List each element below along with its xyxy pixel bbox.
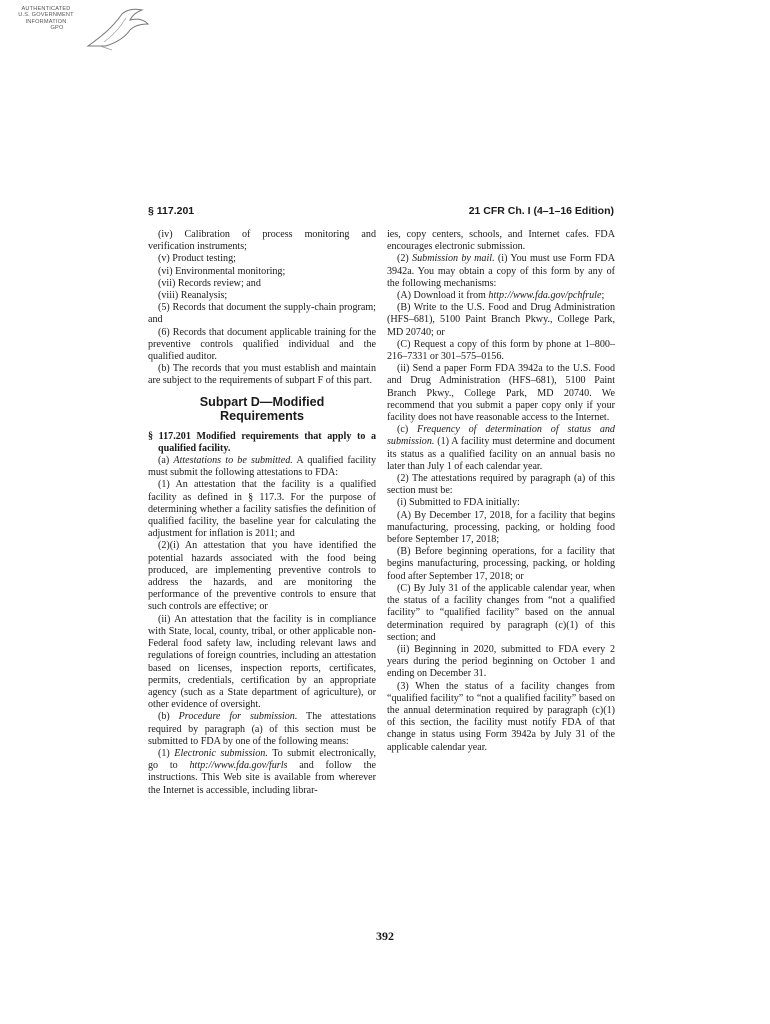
paragraph-label: (c) — [397, 424, 418, 436]
paragraph-text: ; — [601, 290, 605, 302]
paragraph-label: (2) — [397, 253, 413, 265]
paragraph: (v) Product testing; — [158, 253, 236, 265]
paragraph: (A) By December 17, 2018, for a facility that begins manufacturing, processing, packing, or holding food before September 17, 2018; — [387, 509, 615, 546]
paragraph-text: (1) A facility must determine and document its status as a qualified facility on an annual basis no later than July 1 of each calendar year. — [387, 436, 615, 472]
section-title: Modified requirements that apply to a qualified facility. — [158, 430, 376, 454]
paragraph: (b) The records that you must establish and maintain are subject to the requirements of subpart F of this part. — [148, 363, 376, 387]
paragraph-text: The attestations required by paragraph (a) of this section must be submitted to FDA by one of the following means: — [148, 711, 376, 747]
section-number: § 117.201 — [148, 430, 191, 442]
header-section-number: § 117.201 — [148, 205, 195, 217]
paragraph: (B) Write to the U.S. Food and Drug Administration (HFS–681), 5100 Paint Branch Pkwy., College Park, MD 20740; or — [387, 302, 615, 338]
paragraph: (viii) Reanalysis; — [158, 290, 228, 302]
stamp-line: GPO — [50, 25, 64, 32]
paragraph: (ii) An attestation that the facility is in compliance with State, local, county, tribal, or other applicable non-Federal food safety law, including relevant laws and regulations of foreign countries, including an attestation based on licenses, inspection reports, certificates, permits, credentials, certification by an appropriate agency (such as a State department of agriculture), or other evidence of oversight. — [148, 613, 376, 711]
paragraph: (C) Request a copy of this form by phone at 1–800–216–7331 or 301–575–0156. — [387, 338, 615, 363]
paragraph-electronic-submission — [148, 748, 376, 797]
pchfrule-link[interactable]: http://www.fda.gov/pchfrule — [488, 290, 602, 302]
gpo-authentication-stamp — [12, 6, 142, 52]
paragraph-text: A qualified facility must submit the following attestations to FDA: — [148, 455, 376, 479]
paragraph: (5) Records that document the supply-chain program; and — [148, 302, 376, 326]
paragraph-subheading: Electronic submission. — [174, 747, 268, 759]
paragraph: (i) Submitted to FDA initially: — [397, 497, 520, 509]
section-heading — [148, 431, 376, 455]
paragraph-download — [387, 290, 615, 302]
paragraph: (vii) Records review; and — [158, 277, 261, 289]
header-cfr-edition: 21 CFR Ch. I (4–1–16 Edition) — [468, 205, 614, 217]
paragraph-text: and follow the instructions. This Web site is available from wherever the Internet is accessible, including librar- — [148, 760, 376, 796]
paragraph-b — [148, 711, 376, 748]
paragraph: (B) Before beginning operations, for a facility that begins manufacturing, processing, packing, or holding food after September 17, 2018; or — [387, 546, 615, 582]
paragraph-subheading: Procedure for submission. — [178, 711, 298, 723]
paragraph-label: (b) — [158, 711, 179, 723]
paragraph-c — [387, 424, 615, 473]
paragraph-continued: ies, copy centers, schools, and Internet cafes. FDA encourages electronic submission. — [387, 229, 615, 253]
paragraph: (6) Records that document applicable training for the preventive controls qualified individual and the qualified auditor. — [148, 326, 376, 363]
paragraph-subheading: Frequency of determination of status and submission. — [387, 424, 615, 448]
paragraph-a — [148, 455, 376, 479]
left-column — [148, 229, 376, 797]
paragraph-text: To submit electronically, go to — [148, 747, 376, 772]
paragraph: (1) An attestation that the facility is a qualified facility as defined in § 117.3. For the purpose of determining whether a facility satisfies the definition of qualified facility, the baseline year for calculating the adjustment for inflation is 2011; and — [148, 479, 376, 540]
paragraph: (2)(i) An attestation that you have identified the potential hazards associated with the food being produced, are implementing preventive controls to address the hazards, and are monitoring the performance of the preventive controls to ensure that such controls are effective; or — [148, 540, 376, 613]
page-number: 392 — [376, 929, 394, 943]
paragraph-subheading: Attestations to be submitted. — [173, 455, 293, 467]
paragraph: (C) By July 31 of the applicable calendar year, when the status of a facility changes from “not a qualified facility” to “qualified facility” based on the annual determination required by paragraph (c)(1) of this section; and — [387, 582, 615, 643]
paragraph-submission-by-mail — [387, 253, 615, 290]
stamp-line: INFORMATION — [25, 18, 67, 25]
paragraph: (3) When the status of a facility changes from “qualified facility” to “not a qualified facility” based on the annual determination required by paragraph (c)(1) of this section, the facility must notify FDA of that change in status using Form 3942a by July 31 of the applicable calendar year. — [387, 680, 615, 753]
furls-link[interactable]: http://www.fda.gov/furls — [189, 760, 288, 772]
paragraph-text: (i) You must use Form FDA 3942a. You may obtain a copy of this form by any of the following mechanisms: — [387, 253, 616, 289]
subpart-title: Subpart D—Modified Requirements — [199, 394, 325, 423]
paragraph: (iv) Calibration of process monitoring and verification instruments; — [148, 229, 376, 253]
paragraph: (2) The attestations required by paragraph (a) of this section must be: — [387, 473, 615, 497]
paragraph: (ii) Beginning in 2020, submitted to FDA every 2 years during the period beginning on October 1 and ending on December 31. — [387, 643, 615, 680]
paragraph-subheading: Submission by mail. — [412, 253, 495, 265]
running-header — [148, 205, 614, 219]
paragraph-label: (a) — [158, 455, 174, 467]
gpo-stamp-text — [12, 6, 80, 32]
stamp-line: AUTHENTICATED — [21, 6, 71, 12]
stamp-line: U.S. GOVERNMENT — [18, 12, 74, 19]
right-column — [387, 229, 615, 754]
paragraph: (ii) Send a paper Form FDA 3942a to the U.S. Food and Drug Administration (HFS–681), 5100 Paint Branch Pkwy., College Park, MD 20740. We recommend that you submit a paper copy only if your facility does not have reasonable access to the Internet. — [387, 363, 615, 424]
paragraph: (vi) Environmental monitoring; — [158, 265, 286, 277]
paragraph-label: (1) — [158, 747, 175, 759]
eagle-seal-icon — [82, 6, 152, 52]
paragraph-text: (A) Download it from — [397, 290, 489, 302]
